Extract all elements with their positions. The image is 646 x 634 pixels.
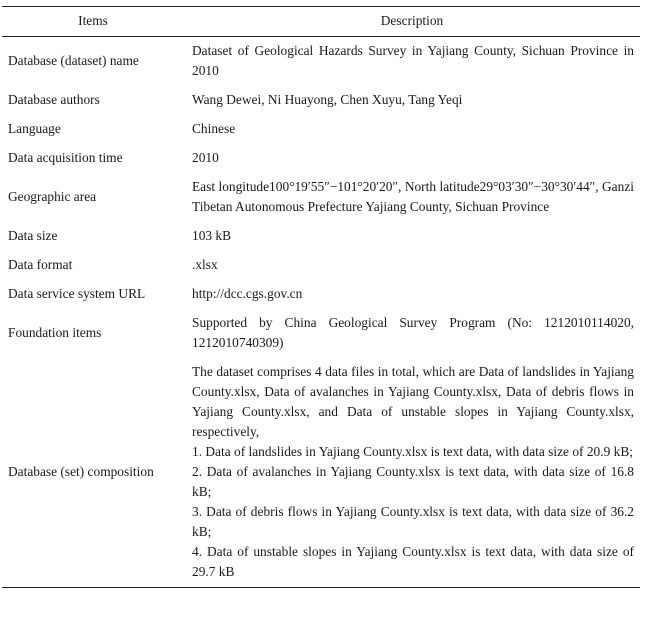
row-geographic-area <box>2 173 640 222</box>
item-description: Dataset of Geological Hazards Survey in Yajiang County, Sichuan Province in 2010 <box>192 43 634 78</box>
row-foundation-items <box>2 309 640 358</box>
item-description: 103 kB <box>192 228 232 243</box>
composition-description <box>184 358 640 588</box>
composition-file-1: 1. Data of landslides in Yajiang County.xlsx is text data, with data size of 20.9 kB; <box>192 444 633 459</box>
item-description: Wang Dewei, Ni Huayong, Chen Xuyu, Tang Yeqi <box>192 92 463 107</box>
header-items: Items <box>2 7 184 37</box>
item-description: East longitude100°19′55″−101°20′20″, North latitude29°03′30″−30°30′44″, Ganzi Tibetan Autonomous Prefecture Yajiang County, Sichuan Province <box>192 179 634 214</box>
row-acquisition-time <box>2 144 640 173</box>
row-data-size <box>2 222 640 251</box>
row-authors <box>2 86 640 115</box>
row-data-format <box>2 251 640 280</box>
composition-file-2: 2. Data of avalanches in Yajiang County.xlsx is text data, with data size of 16.8 kB; <box>192 464 634 499</box>
item-label: Data format <box>8 257 73 272</box>
composition-file-4: 4. Data of unstable slopes in Yajiang County.xlsx is text data, with data size of 29.7 kB <box>192 544 634 579</box>
item-label: Data acquisition time <box>8 150 123 165</box>
row-dataset-name <box>2 37 640 87</box>
item-description: Supported by China Geological Survey Program (No: 1212010114020, 1212010740309) <box>192 315 634 350</box>
item-label: Data service system URL <box>8 286 146 301</box>
header-description: Description <box>184 7 640 37</box>
row-composition <box>2 358 640 588</box>
item-label: Foundation items <box>8 325 102 340</box>
row-language <box>2 115 640 144</box>
item-description: 2010 <box>192 150 219 165</box>
item-description: .xlsx <box>192 257 218 272</box>
item-label: Data size <box>8 228 58 243</box>
metadata-table <box>2 6 640 588</box>
item-label: Database authors <box>8 92 100 107</box>
item-label: Geographic area <box>8 189 97 204</box>
item-description: http://dcc.cgs.gov.cn <box>192 286 303 301</box>
composition-intro: The dataset comprises 4 data files in total, which are Data of landslides in Yajiang County.xlsx, Data of avalanches in Yajiang County.xlsx, Data of debris flows in Yajiang County.xlsx, and Data of unstable slopes in Yajiang County.xlsx, respectively, <box>192 364 634 439</box>
row-service-url <box>2 280 640 309</box>
table-header-row <box>2 7 640 37</box>
item-description: Chinese <box>192 121 236 136</box>
item-label: Language <box>8 121 61 136</box>
composition-file-3: 3. Data of debris flows in Yajiang County.xlsx is text data, with data size of 36.2 kB; <box>192 504 634 539</box>
item-label: Database (set) composition <box>2 358 184 588</box>
item-label: Database (dataset) name <box>8 53 139 68</box>
